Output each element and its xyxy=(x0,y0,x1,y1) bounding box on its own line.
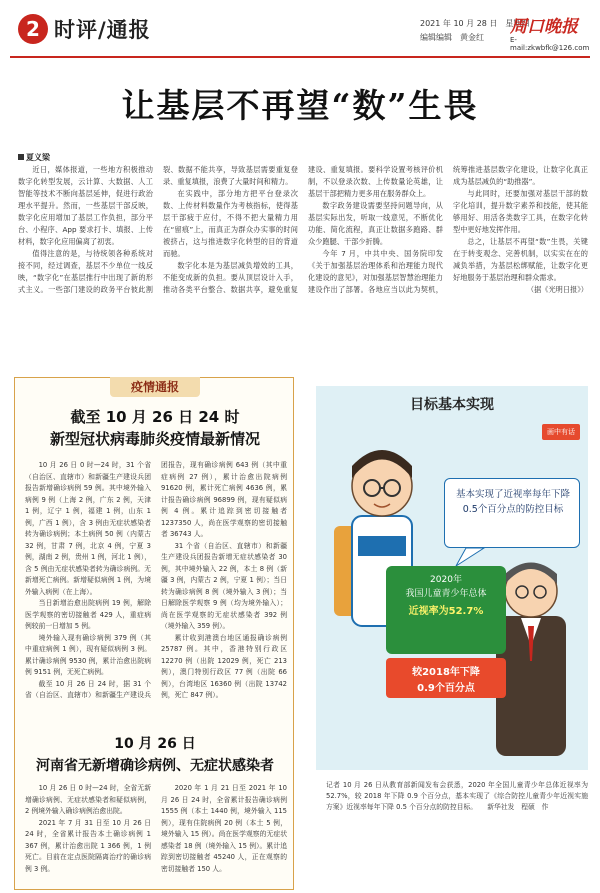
student-stripe xyxy=(358,536,406,556)
covid-title-line2: 新型冠状病毒肺炎疫情最新情况 xyxy=(49,430,260,448)
article-paragraph: 值得注意的是，与待统领各种系统对接不同，经过调查，基层不少单位一线反映，“数字化”在基层推行中出现了新的形式主义。一些部门建设的政务平台彼此割裂、数据不能共享，导致基层需要重复登录、重复填报，浪费了大量时间和精力。 xyxy=(18,165,298,294)
masthead-divider xyxy=(10,56,590,58)
article-paragraph: 与此同时，还要加强对基层干部的数字化培训，提升数字素养和技能，使其能够用好、用活各类数字工具，在数字化转型中更好地发挥作用。 xyxy=(453,189,588,234)
stat-banner-rate: 近视率为52.7% xyxy=(408,606,484,617)
covid-paragraph: 当日新增治愈出院病例 19 例，解除医学观察的密切接触者 429 人，重症病例较前一日增加 5 例。 xyxy=(25,599,151,630)
newspaper-logo: 周口晚报 xyxy=(510,17,578,37)
henan-paragraph: 2020 年 1 月 21 日至 2021 年 10 月 26 日 24 时，全省累计报告确诊病例 1555 例（本土 1440 例，境外输入 115 例），现有住院病例 20 例（本土 5 例，境外输入 15 例）。尚在医学观察的无症状感染者 18 例（境外输入 15 例）。累计追踪到密切接触者 45240 人，正在观察的密切接触者 150 人。 xyxy=(161,784,287,873)
henan-title-line1: 10 月 26 日 xyxy=(114,736,196,752)
article-source: （据《光明日报》） xyxy=(526,285,588,294)
page-number-badge: 2 xyxy=(18,14,48,44)
covid-title-line1: 截至 10 月 26 日 24 时 xyxy=(70,408,240,426)
stat-banner-change xyxy=(386,658,506,698)
editorial-article xyxy=(18,152,588,384)
article-paragraph: 总之，让基层不再望“数”生畏，关键在于转变观念、完善机制，以实实在在的减负举措，为基层松绑赋能，让数字化更好地服务于基层治理和群众需求。 xyxy=(453,237,588,282)
covid-body xyxy=(25,460,287,710)
covid-paragraph: 31 个省（自治区、直辖市）和新疆生产建设兵团报告新增无症状感染者 30 例，其中境外输入 22 例，本土 8 例（新疆 3 例，内蒙古 2 例，宁夏 1 例）；当日转为确诊病例 8 例（境外输入 3 例）；当日解除医学观察 9 例（均为境外输入）；尚在医学观察的无症状感染者 392 例（境外输入 359 例）。 xyxy=(161,541,287,630)
contact-email: E-mail:zkwbfk@126.com xyxy=(510,36,590,52)
speech-bubble xyxy=(444,478,580,548)
speech-text: 基本实现了近视率每年下降0.5个百分点的防控目标 xyxy=(455,489,570,515)
editors-line: 编辑编辑 黄金红 xyxy=(420,33,484,42)
stat-banner-year: 2020年 xyxy=(430,575,462,585)
article-paragraph: 数字政务建设需要坚持问题导向，从基层实际出发，听取一线意见，不断优化功能、简化流程，真正让数据多跑路、群众少跑腿、干部少折腾。 xyxy=(308,201,443,246)
stat-change-line1: 较2018年下降 xyxy=(412,667,480,678)
byline-name: 夏义梁 xyxy=(26,153,50,162)
covid-paragraph: 截至 10 月 26 日 24 时，据 31 个省（自治区、直辖市）和新疆生产建设兵团报告，现有确诊病例 643 例（其中重症病例 27 例），累计治愈出院病例 91620 例，累计死亡病例 4636 例，累计报告确诊病例 96899 例，现有疑似病例 4 例。累计追踪到密切接触者 1237350 人，尚在医学观察的密切接触者 36743 人。 xyxy=(25,461,287,699)
covid-paragraph: 境外输入现有确诊病例 379 例（其中重症病例 1 例），现有疑似病例 3 例。累计确诊病例 9530 例，累计治愈出院病例 9151 例，无死亡病例。 xyxy=(25,633,151,676)
section-title: 时评/通报 xyxy=(54,17,151,42)
article-body xyxy=(18,164,588,382)
main-headline: 让基层不再望“数”生畏 xyxy=(121,86,479,125)
stat-change-line2: 0.9个百分点 xyxy=(417,683,475,694)
article-byline xyxy=(18,152,50,163)
epidemic-tag: 疫情通报 xyxy=(110,377,200,397)
stat-banner-subject: 我国儿童青少年总体 xyxy=(405,589,487,599)
cartoon-panel xyxy=(316,386,588,770)
stat-banner xyxy=(386,566,506,654)
article-paragraph: 近日，媒体报道，一些地方积极推动数字化转型发展，云计算、大数据、人工智能等技术不断向基层延伸，促进行政治理水平提升。然而，一些基层干部反映，数字化应用增加了基层工作负担，部分平台、小程序、App 要求打卡、填报、上传材料，数字化应用偏离了初衷。 xyxy=(18,165,153,246)
henan-title-line2: 河南省无新增确诊病例、无症状感染者 xyxy=(36,758,274,774)
article-paragraph: 今年 7 月，中共中央、国务院印发《关于加强基层治理体系和治理能力现代化建设的意见》，对加强基层智慧治理能力建设作出了部署。各地应当以此为契机，统筹推进基层数字化建设，让数字化真正成为基层减负的“助推器”。 xyxy=(308,165,588,294)
epidemic-report-box xyxy=(14,377,294,890)
speech-bubble-tail xyxy=(456,548,484,566)
masthead xyxy=(10,6,590,58)
article-paragraph: 在实践中，部分地方把平台登录次数、上传材料数量作为考核指标，使得基层干部疲于应付，不得不把大量精力用在“留痕”上，而真正为群众办实事的时间被挤占，这与推进数字化转型的目的背道而驰。 xyxy=(163,189,298,258)
covid-paragraph: 累计收到港澳台地区通报确诊病例 25787 例。其中，香港特别行政区 12270 例（出院 12029 例，死亡 213 例），澳门特别行政区 77 例（出院 66 例），台湾地区 16360 例（出院 13742 例，死亡 847 例）。 xyxy=(161,633,287,699)
henan-paragraph: 2021 年 7 月 31 日至 10 月 26 日 24 时，全省累计报告本土确诊病例 1 367 例，累计治愈出院 1 366 例，1 例死亡。目前在定点医院隔离治疗的确诊病例 3 例。 xyxy=(25,818,151,873)
henan-paragraph: 10 月 26 日 0 时—24 时，全省无新增确诊病例、无症状感染者和疑似病例，2 例境外输入确诊病例治愈出院。 xyxy=(25,784,151,815)
cartoon-caption: 记者 10 月 26 日从教育部新闻发布会获悉，2020 年全国儿童青少年总体近视率为 52.7%，较 2018 年下降 0.9 个百分点，基本实现了《综合防控儿童青少年近视实施方案》近视率每年下降 0.5 个百分点的防控目标。 新华社发 程硕 作 xyxy=(326,781,588,811)
byline-square-icon xyxy=(18,154,24,160)
henan-body xyxy=(25,783,287,886)
cartoon-title: 目标基本实现 xyxy=(410,397,494,413)
publication-date: 2021 年 10 月 28 日 星期四 xyxy=(420,19,530,28)
covid-paragraph: 10 月 26 日 0 时—24 时，31 个省（自治区、直辖市）和新疆生产建设兵团报告新增确诊病例 59 例。其中境外输入病例 9 例（上海 2 例，广东 2 例，天津 1 例，辽宁 1 例，福建 1 例，山东 1 例，广西 1 例），含 3 例由无症状感染者转为确诊病例；本土病例 50 例（内蒙古 32 例，甘肃 7 例，北京 4 例，宁夏 3 例，湖南 2 例，贵州 1 例，河北 1 例），含 5 例由无症状感染者转为确诊病例。无新增死亡病例。新增疑似病例 1 例，为境外输入病例（在上海）。 xyxy=(25,461,151,596)
cartoon-badge: 画中有话 xyxy=(542,424,580,440)
article-paragraph: 数字化本是为基层减负增效的工具，不能变成新的负担。要从顶层设计入手，推动各类平台整合、数据共享，避免重复建设、重复填报。要科学设置考核评价机制，不以登录次数、上传数量论英雄，让基层干部把精力更多用在服务群众上。 xyxy=(163,165,443,294)
